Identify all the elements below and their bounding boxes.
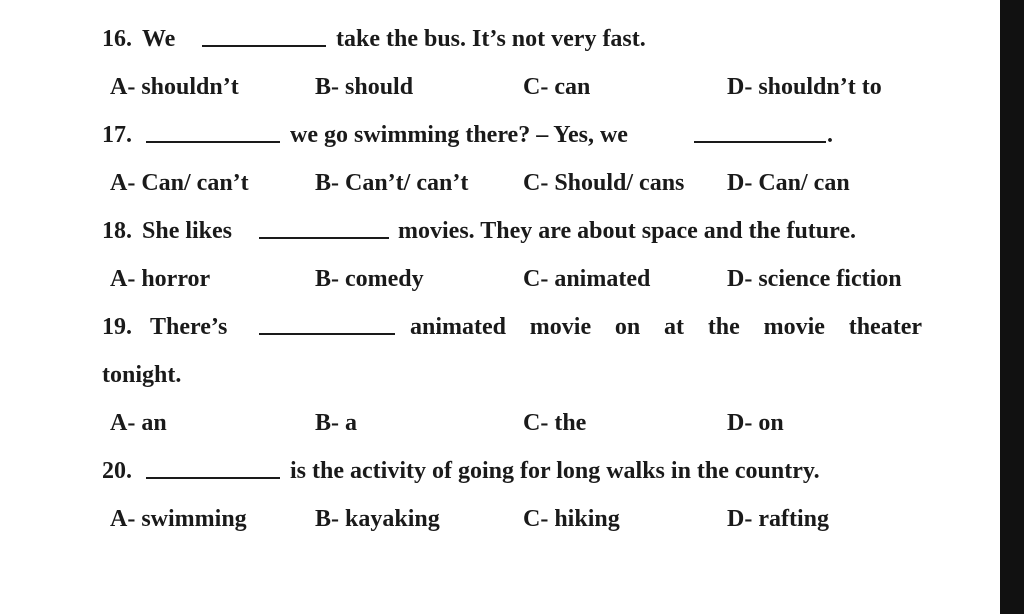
option-b[interactable]: B- should bbox=[315, 74, 414, 100]
question-text: is the activity of going for long walks in the country. bbox=[290, 458, 820, 484]
question-text: There’s bbox=[150, 314, 228, 340]
question-number: 16. bbox=[102, 26, 132, 52]
question-text: We bbox=[142, 26, 176, 52]
option-d[interactable]: D- on bbox=[727, 410, 784, 436]
answer-blank[interactable] bbox=[146, 141, 280, 143]
option-c[interactable]: C- can bbox=[523, 74, 591, 100]
question-text: we go swimming there? – Yes, we bbox=[290, 122, 628, 148]
answer-blank[interactable] bbox=[202, 45, 326, 47]
question-number: 18. bbox=[102, 218, 132, 244]
option-b[interactable]: B- a bbox=[315, 410, 357, 436]
question-text: movies. They are about space and the future. bbox=[398, 218, 857, 244]
answer-blank[interactable] bbox=[146, 477, 280, 479]
question-text: . bbox=[827, 122, 833, 148]
answer-blank[interactable] bbox=[259, 333, 395, 335]
option-a[interactable]: A- Can/ can’t bbox=[110, 170, 249, 196]
option-c[interactable]: C- Should/ cans bbox=[523, 170, 685, 196]
question-number: 20. bbox=[102, 458, 132, 484]
option-b[interactable]: B- comedy bbox=[315, 266, 424, 292]
option-c[interactable]: C- animated bbox=[523, 266, 651, 292]
option-d[interactable]: D- rafting bbox=[727, 506, 829, 532]
option-d[interactable]: D- shouldn’t to bbox=[727, 74, 882, 100]
question-text: She likes bbox=[142, 218, 233, 244]
option-a[interactable]: A- swimming bbox=[110, 506, 247, 532]
answer-blank[interactable] bbox=[259, 237, 389, 239]
option-b[interactable]: B- Can’t/ can’t bbox=[315, 170, 469, 196]
option-b[interactable]: B- kayaking bbox=[315, 506, 440, 532]
question-number: 17. bbox=[102, 122, 132, 148]
option-a[interactable]: A- horror bbox=[110, 266, 211, 292]
question-text: animated movie on at the movie theater bbox=[410, 314, 922, 340]
option-d[interactable]: D- science fiction bbox=[727, 266, 902, 292]
option-a[interactable]: A- an bbox=[110, 410, 167, 436]
option-c[interactable]: C- hiking bbox=[523, 506, 620, 532]
question-number: 19. bbox=[102, 314, 132, 340]
right-edge-border bbox=[1000, 0, 1024, 614]
question-text: take the bus. It’s not very fast. bbox=[336, 26, 646, 52]
answer-blank[interactable] bbox=[694, 141, 826, 143]
option-a[interactable]: A- shouldn’t bbox=[110, 74, 239, 100]
option-c[interactable]: C- the bbox=[523, 410, 587, 436]
question-text: tonight. bbox=[102, 362, 182, 388]
option-d[interactable]: D- Can/ can bbox=[727, 170, 850, 196]
